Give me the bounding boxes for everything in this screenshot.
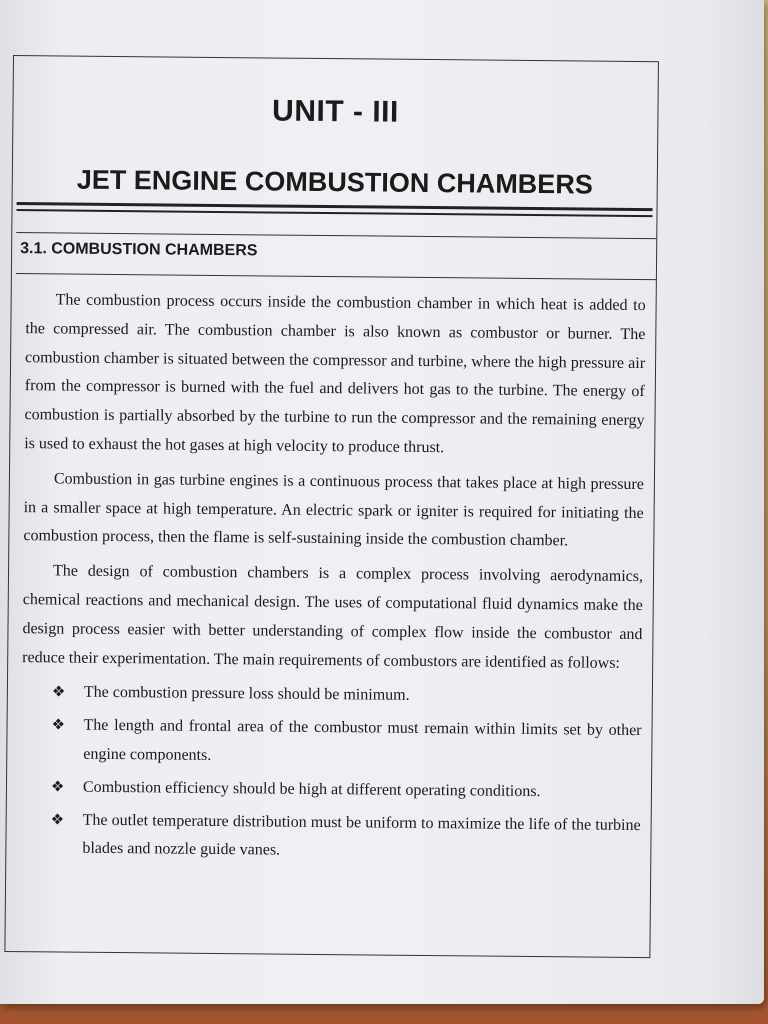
list-item-text: The combustion pressure loss should be minimum. [83, 684, 410, 705]
list-item-text: Combustion efficiency should be high at different operating conditions. [82, 778, 541, 800]
list-item [50, 773, 641, 807]
paragraph: The combustion process occurs inside the combustion chamber in which heat is added to the compressed air. The combustion chamber is also known as combustor or burner. The combustion chamber is situated between the compressor and turbine, where the high pressure air from the compressor is burned with the fuel and delivers hot gas to the turbine. The energy of combustion is partially absorbed by the turbine to run the compressor and the remaining energy is used to exhaust the hot gases at high velocity to produce thrust. [24, 291, 646, 457]
list-item [51, 679, 642, 713]
list-item [51, 712, 642, 775]
list-item [50, 806, 641, 869]
body-text [20, 286, 646, 873]
paragraph: Combustion in gas turbine engines is a continuous process that takes place at high pressure in a smaller space at high temperature. An electric spark or igniter is required for initiating the combustion process, then the flame is self-sustaining inside the combustion chamber. [23, 470, 644, 550]
paragraph: The design of combustion chambers is a complex process involving aerodynamics, chemical reactions and mechanical design. The uses of computational fluid dynamics make the design process easier with better understanding of complex flow inside the combustor and reduce their experimentation. The main requirements of combustors are identified as follows: [22, 562, 644, 672]
requirements-list [20, 678, 642, 869]
chapter-title: JET ENGINE COMBUSTION CHAMBERS [76, 164, 593, 200]
section-heading-bar [16, 232, 656, 280]
section-heading: 3.1. COMBUSTION CHAMBERS [20, 240, 258, 260]
unit-title: UNIT - III [271, 94, 399, 129]
diamond-bullet-icon: ❖ [51, 717, 66, 734]
diamond-bullet-icon: ❖ [51, 684, 66, 701]
list-item-text: The length and frontal area of the combustor must remain within limits set by other engine components. [83, 716, 642, 764]
content-frame [4, 55, 659, 958]
list-item-text: The outlet temperature distribution must be uniform to maximize the life of the turbine blades and nozzle guide vanes. [82, 811, 641, 859]
diamond-bullet-icon: ❖ [50, 811, 65, 829]
diamond-bullet-icon: ❖ [50, 779, 65, 796]
